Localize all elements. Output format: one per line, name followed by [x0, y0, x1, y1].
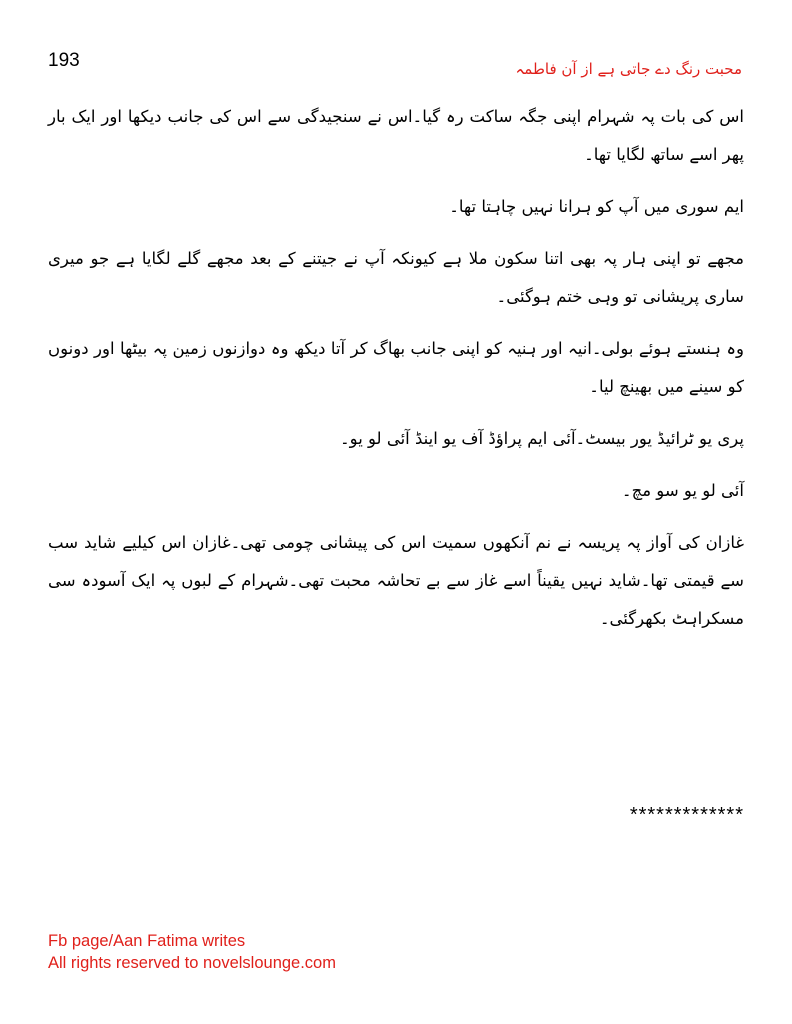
paragraph-3: مجھے تو اپنی ہار پہ بھی اتنا سکون ملا ہے کیونکہ آپ نے جیتنے کے بعد مجھے گلے لگایا ہے جو میری ساری پریشانی تو وہی ختم ہوگئی۔ — [48, 249, 744, 306]
footer — [48, 930, 336, 974]
paragraph-5: پری یو ٹرائیڈ یور بیسٹ۔آئی ایم پراؤڈ آف یو اینڈ آئی لو یو۔ — [340, 429, 744, 448]
paragraph-2: ایم سوری میں آپ کو ہرانا نہیں چاہتا تھا۔ — [449, 197, 744, 216]
section-separator: ************* — [629, 804, 744, 826]
body-text — [48, 98, 744, 652]
page-number: 193 — [48, 50, 80, 71]
paragraph-6: آئی لو یو سو مچ۔ — [621, 481, 744, 500]
header-title: محبت رنگ دے جاتی ہے از آن فاطمہ — [515, 60, 742, 78]
paragraph-7: غازان کی آواز پہ پریسہ نے نم آنکھوں سمیت اس کی پیشانی چومی تھی۔غازان اس کیلیے شاید سب سے قیمتی تھا۔شاید نہیں یقیناً اسے غاز سے بے تحاشہ محبت تھی۔شہرام کے لبوں پہ ایک آسودہ سی مسکراہٹ بکھرگئی۔ — [48, 533, 744, 628]
footer-line-fb-page: Fb page/Aan Fatima writes — [48, 932, 246, 950]
paragraph-4: وہ ہنستے ہوئے بولی۔انیہ اور ہنیہ کو اپنی جانب بھاگ کر آتا دیکھ وہ دوازنوں زمین پہ بیٹھا اور دونوں کو سینے میں بھینچ لیا۔ — [48, 339, 744, 396]
footer-line-rights: All rights reserved to novelslounge.com — [48, 954, 336, 972]
paragraph-1: اس کی بات پہ شہرام اپنی جگہ ساکت رہ گیا۔اس نے سنجیدگی سے اس کی جانب دیکھا اور ایک بار پھر اسے ساتھ لگایا تھا۔ — [48, 107, 744, 164]
